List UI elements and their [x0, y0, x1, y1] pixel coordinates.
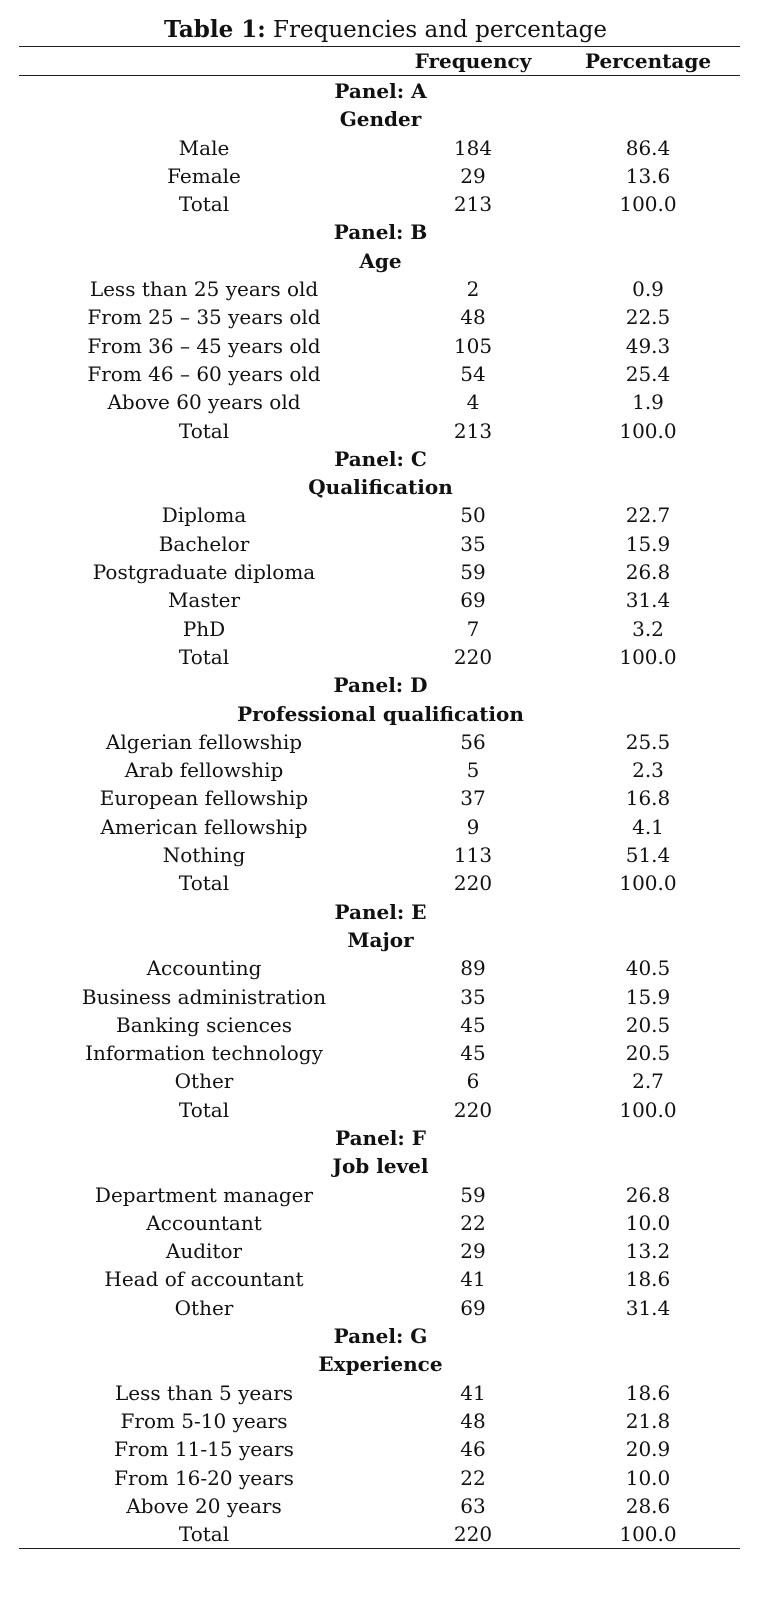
percentage-cell: 25.5: [625, 729, 671, 754]
percentage-cell: 2.7: [632, 1069, 664, 1094]
frequency-cell: 5: [466, 758, 480, 783]
percentage-cell: 100.0: [619, 418, 677, 443]
table-row: [0, 756, 771, 784]
row-label: American fellowship: [100, 814, 308, 839]
frequency-cell: 22: [460, 1465, 486, 1490]
group-heading: [0, 105, 771, 133]
percentage-cell: 20.5: [625, 1012, 671, 1037]
row-label: Less than 5 years: [114, 1380, 294, 1405]
table-row: [0, 841, 771, 869]
percentage-cell: 18.6: [625, 1380, 671, 1405]
row-label: From 36 – 45 years old: [87, 333, 321, 358]
frequency-cell: 213: [453, 418, 493, 443]
table-row: [0, 1464, 771, 1492]
table-row: [0, 615, 771, 643]
frequency-cell: 54: [460, 361, 486, 386]
panel-label: Panel: A: [334, 79, 427, 103]
percentage-cell: 16.8: [625, 786, 671, 811]
row-label: Diploma: [161, 503, 247, 528]
table-row: [0, 869, 771, 897]
table-bottom-rule: [19, 1548, 740, 1549]
group-heading: [0, 473, 771, 501]
panel-label: Panel: C: [334, 446, 427, 471]
percentage-cell: 20.5: [625, 1041, 671, 1066]
group-heading: [0, 1350, 771, 1378]
table-row: [0, 558, 771, 586]
group-label: Experience: [318, 1352, 443, 1377]
panel-label: Panel: G: [333, 1324, 428, 1349]
table-row: [0, 134, 771, 162]
table-row: [0, 1379, 771, 1407]
table-row: [0, 303, 771, 331]
row-label: From 16-20 years: [114, 1465, 294, 1490]
column-header-percentage: Percentage: [584, 49, 712, 73]
row-label: From 46 – 60 years old: [87, 361, 321, 386]
frequency-cell: 29: [460, 163, 486, 188]
row-label: Nothing: [162, 843, 246, 868]
frequency-cell: 6: [466, 1069, 480, 1094]
frequency-cell: 59: [460, 1182, 486, 1207]
row-label: Female: [167, 163, 241, 188]
panel-heading: [0, 898, 771, 926]
table-row: [0, 1209, 771, 1237]
row-label: Banking sciences: [116, 1012, 292, 1037]
table-row: [0, 417, 771, 445]
frequency-cell: 29: [460, 1239, 486, 1264]
frequency-cell: 9: [466, 814, 480, 839]
table-row: [0, 1407, 771, 1435]
row-label: PhD: [182, 616, 226, 641]
frequency-cell: 48: [460, 1408, 486, 1433]
panel-heading: [0, 77, 771, 105]
percentage-cell: 40.5: [625, 956, 671, 981]
group-heading: [0, 1152, 771, 1180]
percentage-cell: 100.0: [619, 1097, 677, 1122]
row-label: Postgraduate diploma: [92, 560, 316, 585]
panel-heading: [0, 1322, 771, 1350]
percentage-cell: 100.0: [619, 644, 677, 669]
table-header-row: [0, 47, 771, 75]
row-label: Accounting: [146, 956, 262, 981]
group-label: Professional qualification: [237, 701, 524, 726]
frequency-cell: 50: [460, 503, 486, 528]
table-row: [0, 1520, 771, 1548]
percentage-cell: 21.8: [625, 1408, 671, 1433]
percentage-cell: 100.0: [619, 871, 677, 896]
table-row: [0, 1435, 771, 1463]
table-row: [0, 728, 771, 756]
row-label: Total: [178, 1522, 230, 1547]
row-label: Department manager: [94, 1182, 314, 1207]
row-label: Accountant: [146, 1210, 262, 1235]
frequency-cell: 56: [460, 729, 486, 754]
table-caption-text: Frequencies and percentage: [265, 17, 608, 43]
percentage-cell: 13.2: [625, 1239, 671, 1264]
table-row: [0, 1181, 771, 1209]
table-row: [0, 388, 771, 416]
frequency-cell: 113: [453, 843, 493, 868]
frequency-cell: 220: [453, 1522, 493, 1547]
row-label: Business administration: [81, 984, 327, 1009]
table-row: [0, 1096, 771, 1124]
table-row: [0, 1067, 771, 1095]
row-label: Total: [178, 418, 230, 443]
frequency-cell: 184: [453, 135, 493, 160]
frequency-cell: 45: [460, 1012, 486, 1037]
panel-label: Panel: B: [333, 220, 428, 245]
frequency-cell: 69: [460, 588, 486, 613]
frequency-cell: 35: [460, 531, 486, 556]
group-heading: [0, 700, 771, 728]
row-label: Master: [167, 588, 241, 613]
row-label: Arab fellowship: [124, 758, 284, 783]
frequency-cell: 7: [466, 616, 480, 641]
percentage-cell: 26.8: [625, 1182, 671, 1207]
group-label: Major: [347, 927, 414, 952]
frequency-cell: 4: [466, 390, 480, 415]
frequency-cell: 41: [460, 1267, 486, 1292]
frequency-cell: 213: [453, 192, 493, 217]
table-row: [0, 190, 771, 218]
table-caption: [0, 14, 771, 46]
frequency-cell: 46: [460, 1437, 486, 1462]
table-row: [0, 1294, 771, 1322]
percentage-cell: 2.3: [632, 758, 664, 783]
percentage-cell: 22.5: [625, 305, 671, 330]
percentage-cell: 100.0: [619, 192, 677, 217]
table-row: [0, 1265, 771, 1293]
frequency-cell: 2: [466, 277, 480, 302]
frequency-cell: 89: [460, 956, 486, 981]
column-header-frequency: Frequency: [414, 49, 532, 73]
row-label: Auditor: [165, 1239, 243, 1264]
panel-label: Panel: D: [333, 673, 428, 698]
row-label: Bachelor: [158, 531, 250, 556]
table-row: [0, 1492, 771, 1520]
percentage-cell: 26.8: [625, 560, 671, 585]
frequency-cell: 69: [460, 1295, 486, 1320]
row-label: Less than 25 years old: [89, 277, 319, 302]
table-row: [0, 643, 771, 671]
percentage-cell: 31.4: [625, 1295, 671, 1320]
row-label: Head of accountant: [104, 1267, 304, 1292]
frequency-cell: 35: [460, 984, 486, 1009]
table-row: [0, 275, 771, 303]
percentage-cell: 31.4: [625, 588, 671, 613]
frequency-cell: 37: [460, 786, 486, 811]
frequency-cell: 41: [460, 1380, 486, 1405]
group-label: Qualification: [308, 475, 453, 500]
row-label: Total: [178, 1097, 230, 1122]
percentage-cell: 22.7: [625, 503, 671, 528]
row-label: Above 60 years old: [107, 390, 301, 415]
frequency-cell: 220: [453, 871, 493, 896]
row-label: From 5-10 years: [120, 1408, 288, 1433]
panel-heading: [0, 445, 771, 473]
frequency-cell: 48: [460, 305, 486, 330]
table-row: [0, 1237, 771, 1265]
panel-label: Panel: E: [334, 899, 427, 924]
frequency-cell: 59: [460, 560, 486, 585]
table-row: [0, 360, 771, 388]
table-row: [0, 586, 771, 614]
table-header-rule: [19, 75, 740, 76]
row-label: Information technology: [85, 1041, 323, 1066]
panel-heading: [0, 671, 771, 699]
row-label: From 11-15 years: [114, 1437, 294, 1462]
percentage-cell: 3.2: [632, 616, 664, 641]
percentage-cell: 15.9: [625, 531, 671, 556]
row-label: Total: [178, 644, 230, 669]
panel-label: Panel: F: [335, 1125, 426, 1150]
percentage-cell: 86.4: [625, 135, 671, 160]
panel-heading: [0, 218, 771, 246]
row-label: Male: [178, 135, 230, 160]
percentage-cell: 51.4: [625, 843, 671, 868]
row-label: European fellowship: [99, 786, 309, 811]
row-label: Total: [178, 192, 230, 217]
group-heading: [0, 926, 771, 954]
table-row: [0, 983, 771, 1011]
percentage-cell: 15.9: [625, 984, 671, 1009]
row-label: From 25 – 35 years old: [87, 305, 321, 330]
percentage-cell: 0.9: [632, 277, 664, 302]
percentage-cell: 10.0: [625, 1465, 671, 1490]
frequency-cell: 63: [460, 1493, 486, 1518]
percentage-cell: 10.0: [625, 1210, 671, 1235]
table-row: [0, 954, 771, 982]
table-row: [0, 813, 771, 841]
group-heading: [0, 247, 771, 275]
percentage-cell: 18.6: [625, 1267, 671, 1292]
table-row: [0, 332, 771, 360]
table-row: [0, 1039, 771, 1067]
group-label: Age: [359, 248, 402, 273]
percentage-cell: 100.0: [619, 1522, 677, 1547]
percentage-cell: 49.3: [625, 333, 671, 358]
percentage-cell: 4.1: [632, 814, 664, 839]
frequency-cell: 22: [460, 1210, 486, 1235]
percentage-cell: 13.6: [625, 163, 671, 188]
table-row: [0, 501, 771, 529]
frequency-cell: 220: [453, 644, 493, 669]
percentage-cell: 1.9: [632, 390, 664, 415]
group-label: Gender: [339, 107, 422, 132]
row-label: Above 20 years: [126, 1493, 282, 1518]
table-caption-label: Table 1:: [163, 16, 266, 43]
table-row: [0, 784, 771, 812]
row-label: Total: [178, 871, 230, 896]
percentage-cell: 25.4: [625, 361, 671, 386]
frequency-cell: 105: [453, 333, 493, 358]
table-row: [0, 530, 771, 558]
row-label: Algerian fellowship: [105, 729, 303, 754]
percentage-cell: 20.9: [625, 1437, 671, 1462]
table-row: [0, 162, 771, 190]
frequency-cell: 220: [453, 1097, 493, 1122]
table-body: [0, 77, 771, 1548]
frequency-cell: 45: [460, 1041, 486, 1066]
panel-heading: [0, 1124, 771, 1152]
group-label: Job level: [332, 1154, 429, 1179]
row-label: Other: [174, 1295, 234, 1320]
row-label: Other: [174, 1069, 234, 1094]
percentage-cell: 28.6: [625, 1493, 671, 1518]
table-row: [0, 1011, 771, 1039]
